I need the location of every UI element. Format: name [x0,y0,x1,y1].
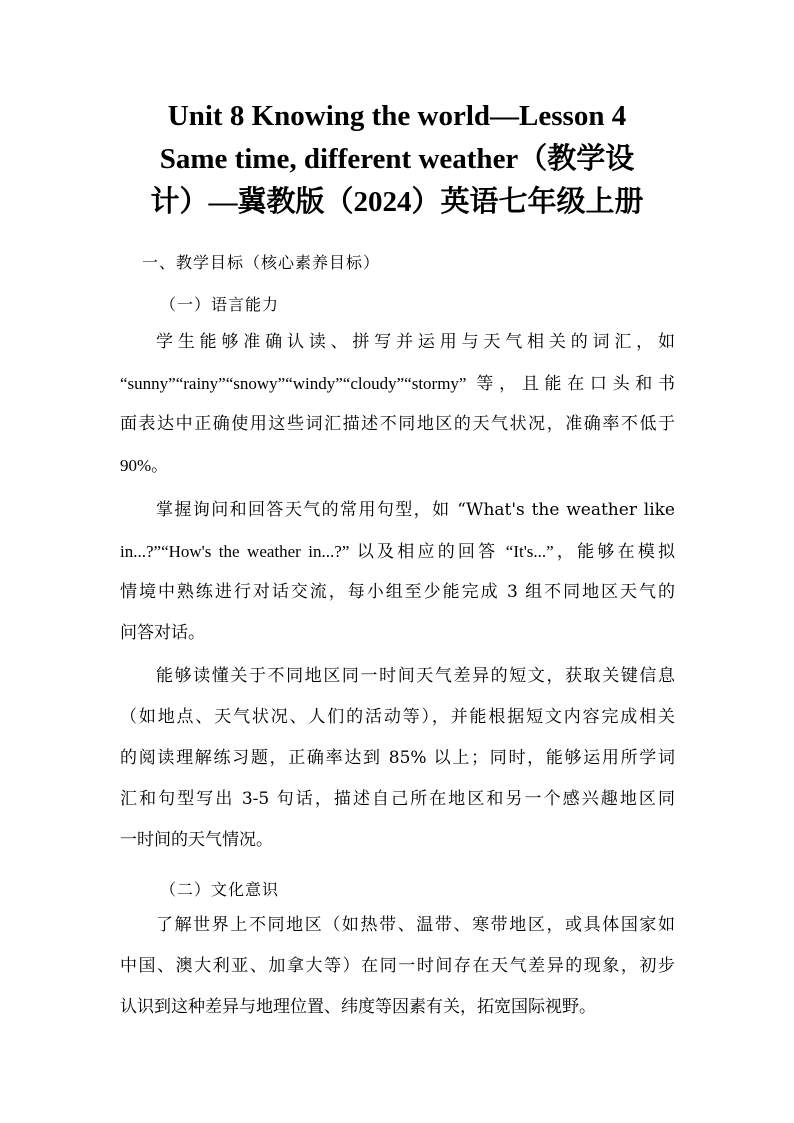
paragraph-sentence-patterns [120,490,675,654]
paragraph-line: 了解世界上不同地区（如热带、温带、寒带地区，或具体国家如 [156,915,675,935]
section-heading-objectives: 一、教学目标（核心素养目标） [142,253,381,272]
paragraph-reading-writing [120,656,675,861]
paragraph-line: 汇和句型写出 3-5 句话，描述自己所在地区和另一个感兴趣地区同 [120,789,675,809]
paragraph-line: “sunny”“rainy”“snowy”“windy”“cloudy”“stormy” 等，且能在口头和书 [120,374,675,393]
paragraph-vocabulary [120,322,675,486]
paragraph-line: in...?”“How's the weather in...?” 以及相应的回答 “It's...”，能够在模拟 [120,542,675,561]
paragraph-line: 认识到这种差异与地理位置、纬度等因素有关，拓宽国际视野。 [120,997,596,1017]
title-line: Unit 8 Knowing the world—Lesson 4 [167,100,627,132]
paragraph-line: 掌握询问和回答天气的常用句型，如 “What's the weather like [156,500,675,520]
paragraph-cultural [120,905,675,1028]
paragraph-line: 能够读懂关于不同地区同一时间天气差异的短文，获取关键信息 [156,666,675,686]
subheading-language-ability: （一）语言能力 [160,295,280,314]
paragraph-line: 问答对话。 [120,623,205,643]
paragraph-line: 面表达中正确使用这些词汇描述不同地区的天气状况，准确率不低于 [120,414,675,434]
subheading-cultural-awareness: （二）文化意识 [160,880,280,899]
title-line: 计）—冀教版（2024）英语七年级上册 [150,186,644,218]
paragraph-line: 中国、澳大利亚、加拿大等）在同一时间存在天气差异的现象，初步 [120,956,675,976]
paragraph-line: 学生能够准确认读、拼写并运用与天气相关的词汇，如 [156,332,675,352]
paragraph-line: 90%。 [120,456,169,475]
paragraph-line: （如地点、天气状况、人们的活动等），并能根据短文内容完成相关 [120,707,675,727]
title-line: Same time, different weather（教学设 [159,143,635,175]
document-title [100,95,694,224]
paragraph-line: 的阅读理解练习题，正确率达到 85% 以上；同时，能够运用所学词 [120,748,675,768]
paragraph-line: 情境中熟练进行对话交流，每小组至少能完成 3 组不同地区天气的 [120,582,675,602]
paragraph-line: 一时间的天气情况。 [120,830,273,850]
